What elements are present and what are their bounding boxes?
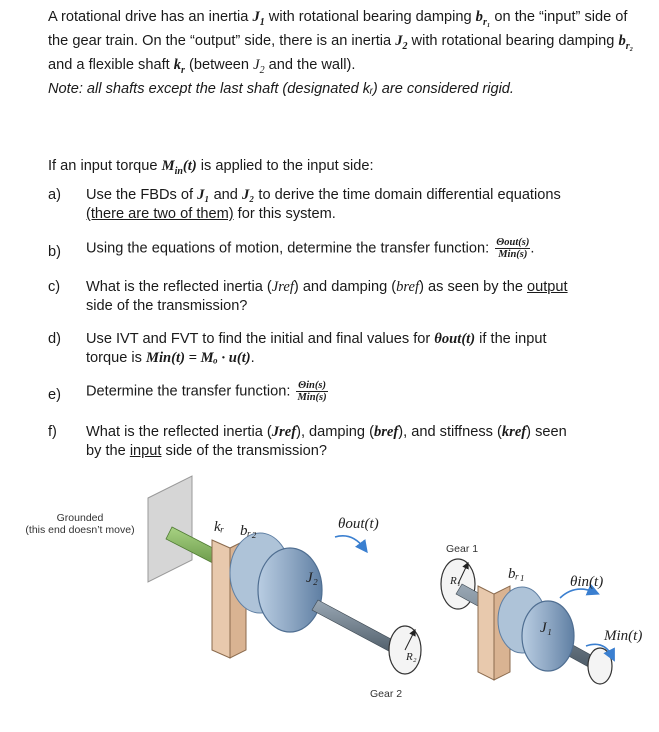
qf-text-5: by the: [86, 443, 130, 459]
qc-text-2: ) and damping (: [293, 279, 397, 295]
qd-text-4: .: [250, 350, 255, 366]
question-d-label: d): [48, 331, 61, 347]
qd-theta: θout(t): [434, 331, 476, 347]
qf-text-4: ) seen: [526, 424, 567, 440]
qb-frac-num: Θout(s): [496, 237, 530, 248]
intro-text-3: on the “input” side of the gear train. On the “output” side, there is an inertia: [48, 9, 628, 49]
j1-symbol: J: [252, 9, 260, 25]
j2-symbol: J: [395, 32, 403, 49]
br1-symbol: b: [475, 9, 483, 25]
qf-text-2: ), damping (: [296, 424, 374, 440]
qa-text-1: Use the FBDs of: [86, 187, 198, 203]
label-r2: R₂: [406, 651, 417, 663]
qc-jref: Jref: [271, 279, 294, 295]
j2-sub: 2: [402, 40, 408, 52]
label-br1: bᵣ₁: [508, 566, 525, 582]
theta-out-arrow: [335, 536, 364, 548]
qd-equation: Min(t) = Mₒ · u(t): [146, 350, 251, 366]
br1-sub: r₁: [482, 16, 491, 28]
question-c-label: c): [48, 279, 61, 295]
label-min: Min(t): [604, 628, 643, 644]
qe-text-1: Determine the transfer function:: [86, 383, 295, 400]
lead-text-3: is applied to the input side:: [196, 158, 374, 174]
label-j2: J₂: [306, 570, 318, 586]
br2-sub: r₂: [625, 40, 634, 52]
grounded-note: (this end doesn’t move): [25, 524, 135, 536]
qd-text-1: Use IVT and FVT to find the initial and final values for: [86, 331, 435, 347]
qe-frac-den: Min(s): [297, 392, 327, 403]
label-br2: bᵣ₂: [240, 523, 257, 539]
ground-wall: [148, 476, 192, 582]
input-end-disk: [588, 648, 612, 684]
label-kr: kᵣ: [214, 519, 225, 535]
j1-bearing-front: [478, 586, 494, 680]
label-gear-2: Gear 2: [370, 688, 403, 700]
question-f-label: f): [48, 424, 57, 440]
intro-text-4: with rotational bearing damping: [407, 32, 619, 49]
j2b-sub: 2: [259, 64, 265, 76]
qa-j2: J₂: [241, 187, 255, 203]
qf-text-7: side of the transmission?: [161, 443, 327, 459]
intro-note: Note: all shafts except the last shaft (designated kᵣ) are considered rigid.: [48, 80, 514, 97]
intro-text-1: A rotational drive has an inertia: [48, 9, 253, 25]
lead-m-sub: in: [174, 165, 183, 177]
qf-jref: Jref: [271, 424, 297, 440]
intro-text-7: and the wall).: [264, 56, 356, 73]
qa-text-4: (there are two of them): [86, 206, 234, 222]
question-e-label: e): [48, 387, 61, 403]
theta-in-arrow: [560, 589, 594, 598]
grounded-label: Grounded: [56, 512, 104, 524]
qa-text-3: to derive the time domain differential equations: [254, 187, 561, 203]
qf-text-1: What is the reflected inertia (: [86, 424, 272, 440]
qb-frac-den: Min(s): [498, 249, 528, 260]
j2b-symbol: J: [253, 56, 260, 73]
qc-bref: bref: [396, 279, 420, 295]
qb-text-2: .: [530, 240, 535, 257]
j1-sub: 1: [259, 16, 265, 28]
qd-text-3: torque is: [86, 350, 147, 366]
j2-drum-face: [258, 548, 322, 632]
kr-sub: r: [181, 64, 185, 76]
label-theta-in: θin(t): [570, 574, 604, 590]
question-a-label: a): [48, 187, 61, 203]
qf-text-3: ), and stiffness (: [398, 424, 502, 440]
lead-m-arg: (t): [182, 158, 197, 174]
qc-text-3: ) as seen by the: [419, 279, 527, 295]
j2-bearing-front: [212, 540, 230, 658]
qc-text-1: What is the reflected inertia (: [86, 279, 272, 295]
qa-text-2: and: [209, 187, 242, 203]
lead-text-1: If an input torque: [48, 158, 162, 174]
lead-m-symbol: M: [161, 158, 175, 174]
qf-bref: bref: [373, 424, 399, 440]
j1-drum-face: [522, 601, 574, 671]
qf-kref: kref: [501, 424, 527, 440]
qb-text-1: Using the equations of motion, determine the transfer function:: [86, 240, 494, 257]
label-theta-out: θout(t): [338, 516, 379, 532]
qc-text-4: output: [527, 279, 568, 295]
br2-symbol: b: [618, 32, 626, 49]
kr-symbol: k: [173, 56, 182, 73]
question-b-label: b): [48, 244, 61, 260]
intro-text-6: (between: [184, 56, 254, 73]
intro-text-2: with rotational bearing damping: [264, 9, 476, 25]
qf-text-6: input: [129, 443, 162, 459]
label-r1: R₁: [450, 575, 461, 587]
label-j1: J₁: [540, 620, 552, 636]
qd-text-2: if the input: [475, 331, 547, 347]
qa-j1: J₁: [197, 187, 210, 203]
label-gear-1: Gear 1: [446, 543, 479, 555]
qa-text-5: for this system.: [233, 206, 336, 222]
qc-text-5: side of the transmission?: [86, 298, 248, 314]
qe-frac-num: Θin(s): [298, 380, 326, 391]
intro-text-5: and a flexible shaft: [48, 56, 174, 73]
